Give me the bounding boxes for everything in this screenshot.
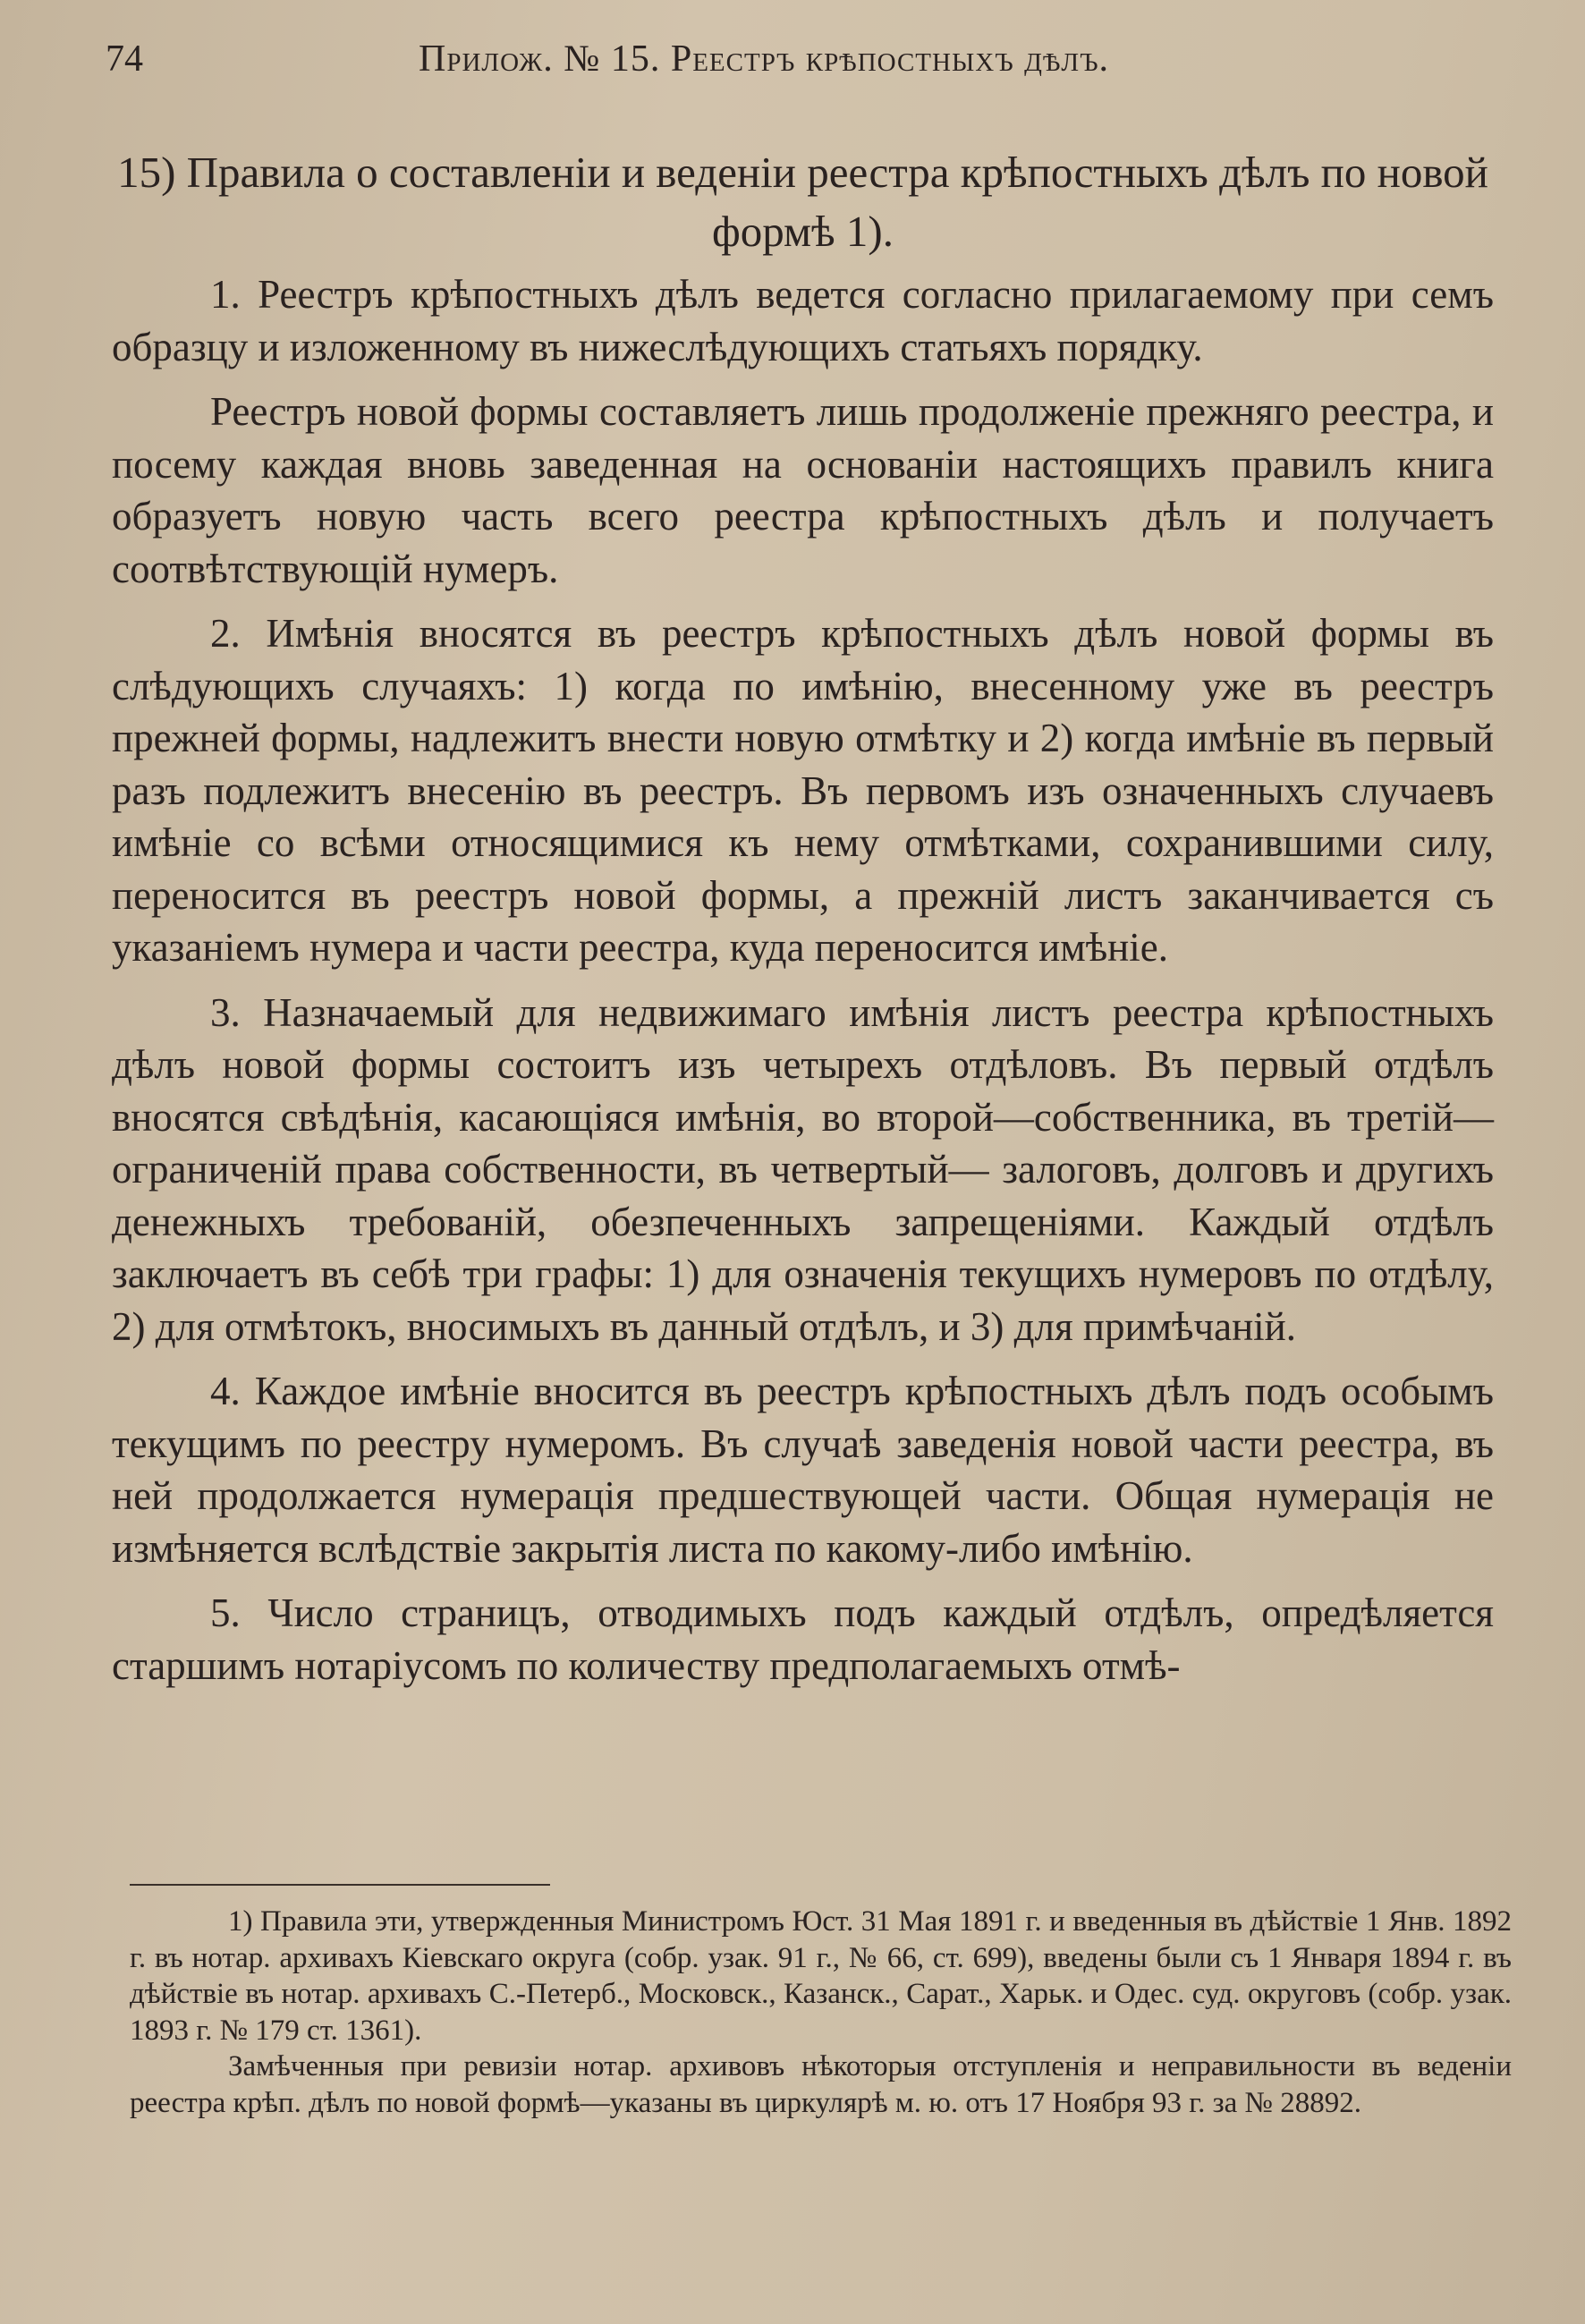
running-head	[106, 38, 1501, 91]
paragraph-4: 4. Каждое имѣніе вносится въ реестръ крѣпостныхъ дѣлъ подъ особымъ текущимъ по реестру нумеромъ. Въ случаѣ заведенія новой части реестра, въ ней продолжается нумерація предшествующей части. Общая нумерація не измѣняется вслѣдствіе закрытія листа по какому-либо имѣнію.	[112, 1369, 1494, 1571]
page-number: 74	[106, 38, 143, 80]
footnote-1: 1) Правила эти, утвержденныя Министромъ Юст. 31 Мая 1891 г. и введенныя въ дѣйствіе 1 Янв. 1892 г. въ нотар. архивахъ Кіевскаго округа (собр. узак. 91 г., № 66, ст. 699), введены были съ 1 Января 1894 г. въ дѣйствіе въ нотар. архивахъ С.-Петерб., Московск., Казанск., Сарат., Харьк. и Одес. суд. округовъ (собр. узак. 1893 г. № 179 ст. 1361).	[130, 1905, 1512, 2047]
article-body	[112, 268, 1494, 1704]
paragraph-1-continued: Реестръ новой формы составляетъ лишь продолженіе прежняго реестра, и посему каждая вновь заведенная на основаніи настоящихъ правилъ книга образуетъ новую часть всего реестра крѣпостныхъ дѣлъ и получаетъ соотвѣтствующій нумеръ.	[112, 389, 1494, 591]
paragraph-5: 5. Число страницъ, отводимыхъ подъ каждый отдѣлъ, опредѣляется старшимъ нотаріусомъ по количеству предполагаемыхъ отмѣ-	[112, 1590, 1494, 1688]
footnotes	[130, 1904, 1512, 2121]
paragraph-2: 2. Имѣнія вносятся въ реестръ крѣпостныхъ дѣлъ новой формы въ слѣдующихъ случаяхъ: 1) когда по имѣнію, внесенному уже въ реестръ прежней формы, надлежитъ внести новую отмѣтку и 2) когда имѣніе въ первый разъ подлежитъ внесенію въ реестръ. Въ первомъ изъ означенныхъ случаевъ имѣніе со всѣми относящимися къ нему отмѣтками, сохранившими силу, переносится въ реестръ новой формы, а прежній листъ заканчивается съ указаніемъ нумера и части реестра, куда переносится имѣніе.	[112, 611, 1494, 970]
footnote-divider	[130, 1884, 550, 1886]
paragraph-3: 3. Назначаемый для недвижимаго имѣнія листъ реестра крѣпостныхъ дѣлъ новой формы состоитъ изъ четырехъ отдѣловъ. Въ первый отдѣлъ вносятся свѣдѣнія, касающіяся имѣнія, во второй—собственника, въ третій—ограниченій права собственности, въ четвертый— залоговъ, долговъ и другихъ денежныхъ требованій, обезпеченныхъ запрещеніями. Каждый отдѣлъ заключаетъ въ себѣ три графы: 1) для означенія текущихъ нумеровъ по отдѣлу, 2) для отмѣтокъ, вносимыхъ въ данный отдѣлъ, и 3) для примѣчаній.	[112, 989, 1494, 1349]
paragraph-1: 1. Реестръ крѣпостныхъ дѣлъ ведется согласно прилагаемому при семъ образцу и изложенному въ нижеслѣдующихъ статьяхъ порядку.	[112, 272, 1494, 369]
running-title: Прилож. № 15. Реестръ крѣпостныхъ дѣлъ.	[419, 38, 1110, 80]
footnote-note: Замѣченныя при ревизіи нотар. архивовъ нѣкоторыя отступленія и неправильности въ веденіи реестра крѣп. дѣлъ по новой формѣ—указаны въ циркулярѣ м. ю. отъ 17 Ноября 93 г. за № 28892.	[130, 2050, 1512, 2119]
article-title: 15) Правила о составленіи и веденіи реестра крѣпостныхъ дѣлъ по новой формѣ 1).	[117, 148, 1488, 256]
